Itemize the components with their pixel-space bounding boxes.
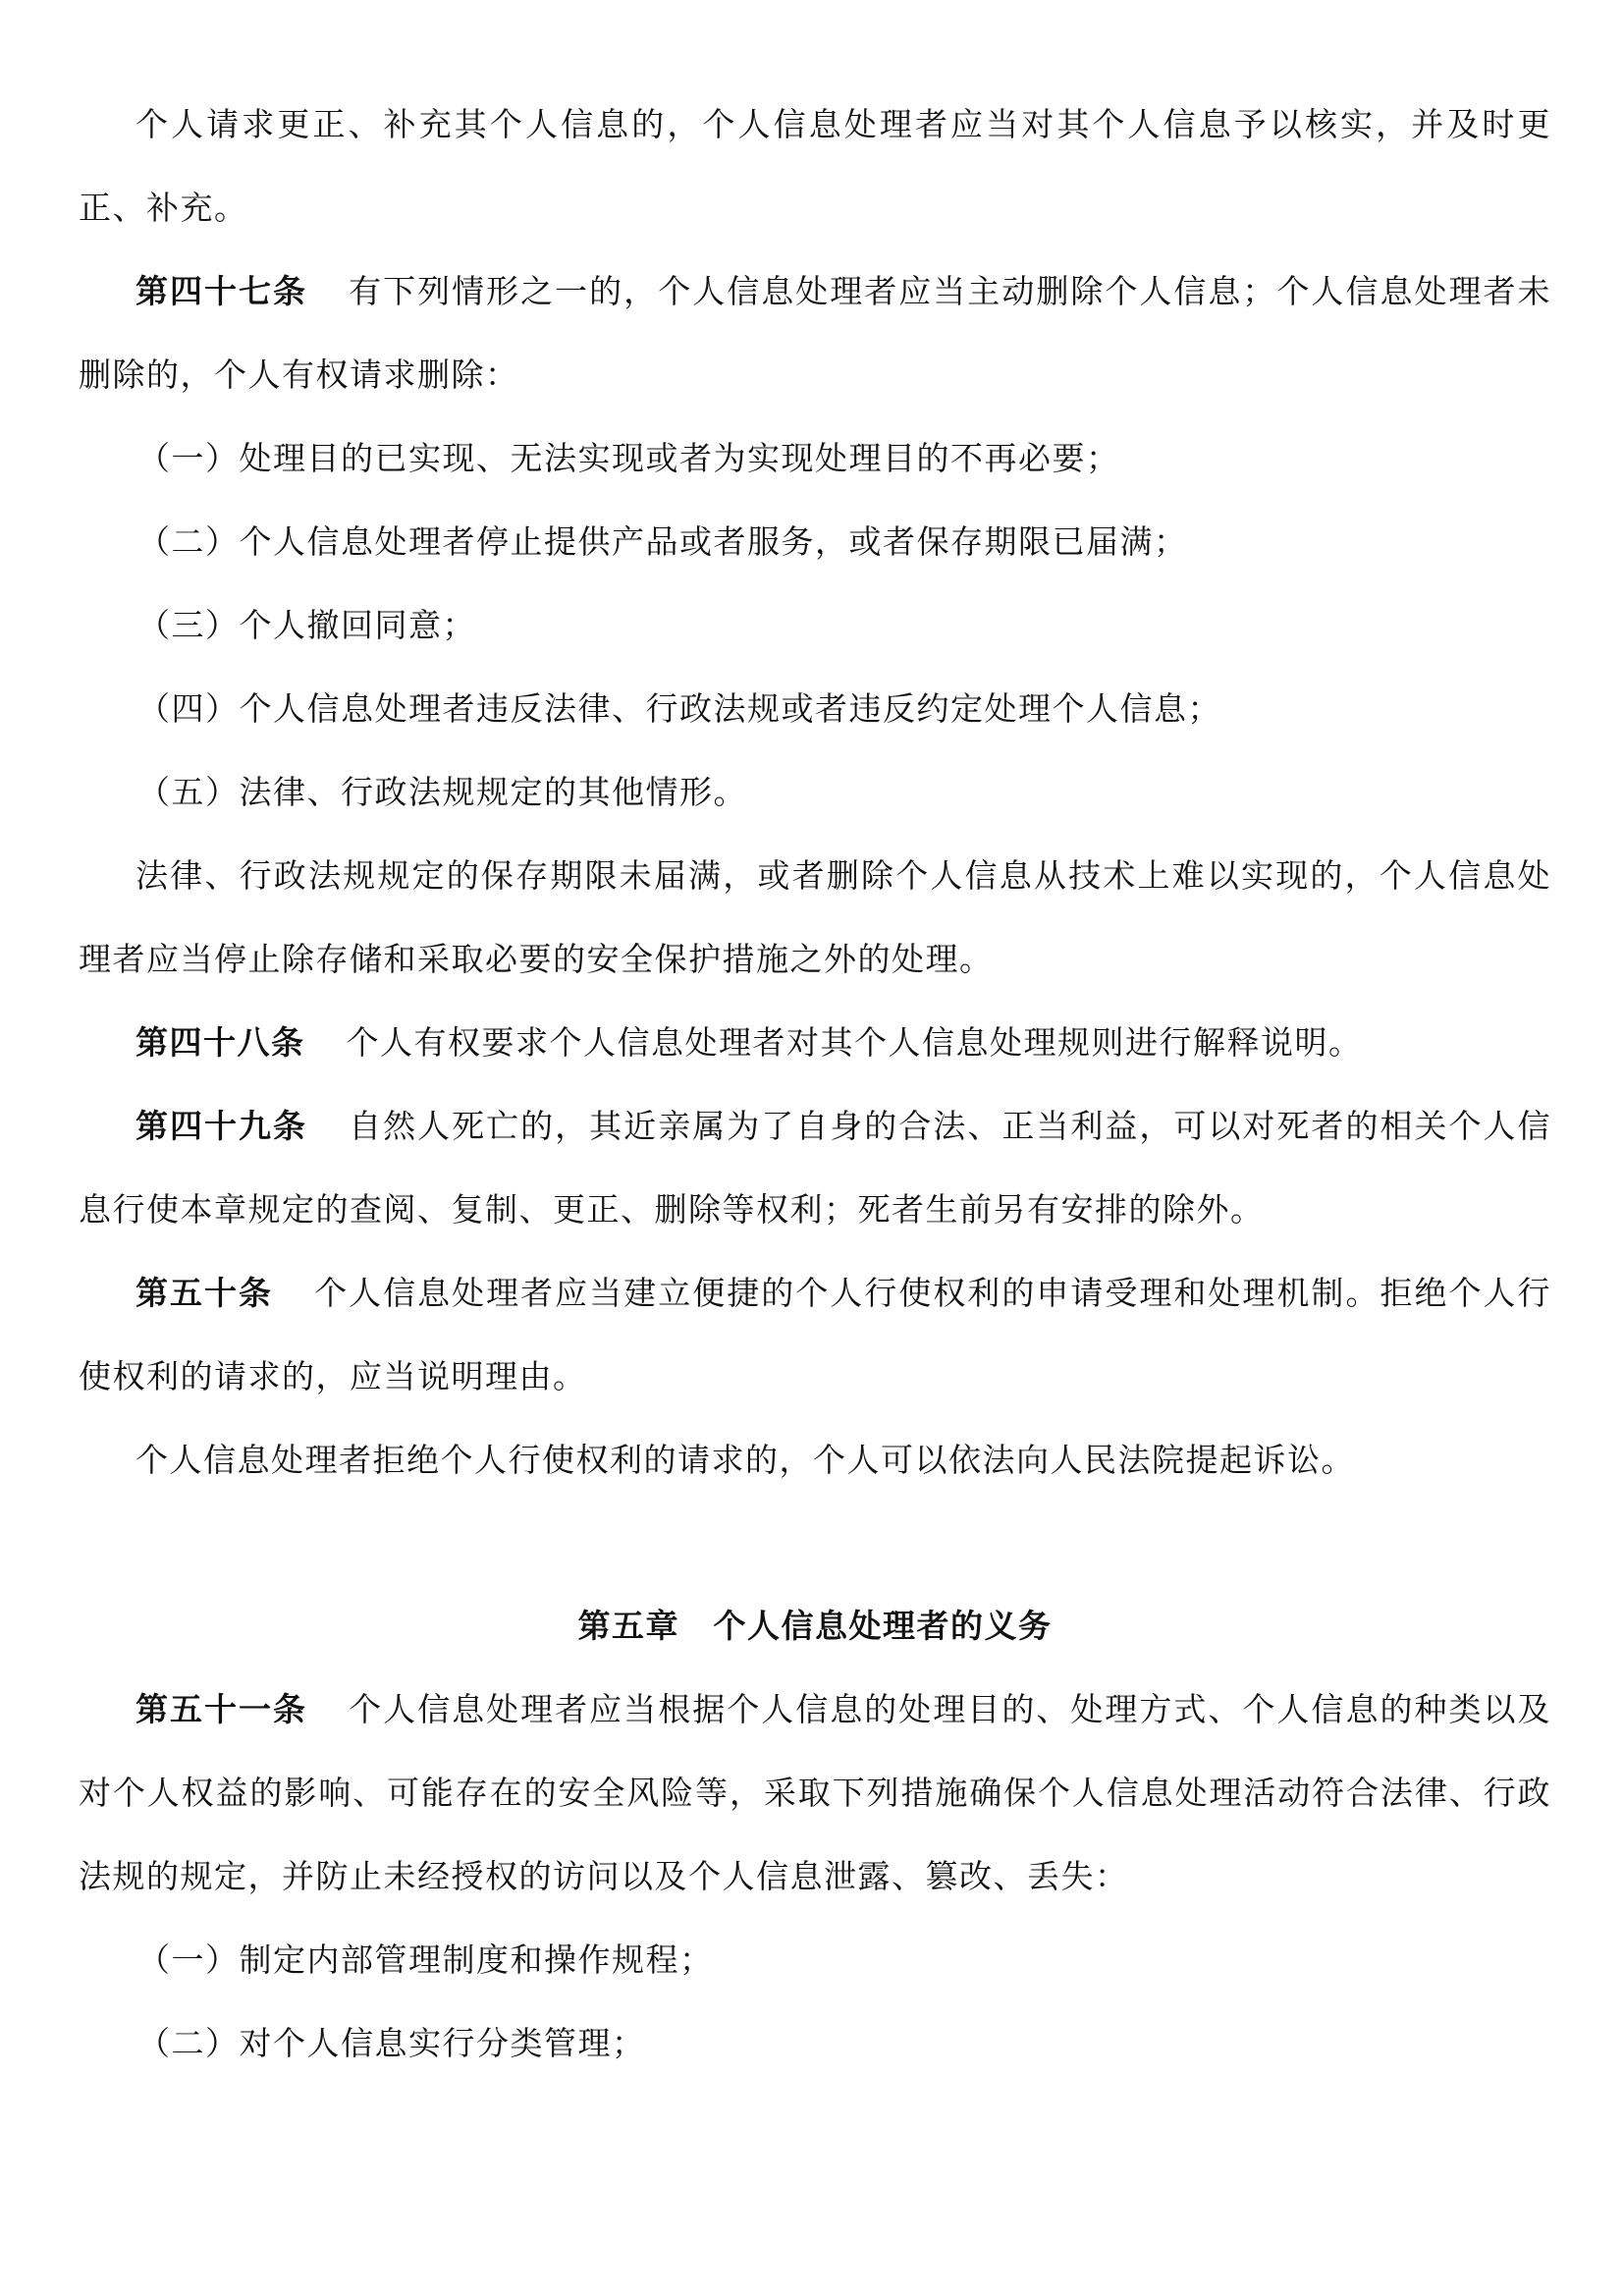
article-51-text: 个人信息处理者应当根据个人信息的处理目的、处理方式、个人信息的种类以及对个人权益的影响、可能存在的安全风险等，采取下列措施确保个人信息处理活动符合法律、行政法规的规定，并防止未经授权的访问以及个人信息泄露、篡改、丢失： — [79, 1690, 1552, 1895]
article-49-title: 第四十九条 — [135, 1107, 308, 1145]
document-page — [79, 82, 1551, 2085]
article-49 — [79, 1084, 1551, 1251]
article-47-title: 第四十七条 — [135, 272, 308, 310]
list-item: （五）法律、行政法规规定的其他情形。 — [137, 773, 747, 811]
article-50-title: 第五十条 — [135, 1274, 274, 1312]
chapter-heading: 第五章 个人信息处理者的义务 — [577, 1607, 1053, 1645]
paragraph-correction: 个人请求更正、补充其个人信息的，个人信息处理者应当对其个人信息予以核实，并及时更正、补充。 — [79, 105, 1551, 227]
list-item: （二）对个人信息实行分类管理； — [137, 2024, 646, 2062]
article-48-text: 个人有权要求个人信息处理者对其个人信息处理规则进行解释说明。 — [346, 1023, 1363, 1062]
article-48 — [79, 1001, 1551, 1084]
article-47 — [79, 249, 1551, 416]
article-50 — [79, 1251, 1551, 1418]
article-51-title: 第五十一条 — [135, 1690, 308, 1728]
article-50-text: 个人信息处理者应当建立便捷的个人行使权利的申请受理和处理机制。拒绝个人行使权利的请求的，应当说明理由。 — [79, 1274, 1552, 1395]
article-48-title: 第四十八条 — [135, 1023, 305, 1062]
list-item: （四）个人信息处理者违反法律、行政法规或者违反约定处理个人信息； — [137, 689, 1221, 728]
article-47-paragraph-2: 法律、行政法规规定的保存期限未届满，或者删除个人信息从技术上难以实现的，个人信息处理者应当停止除存储和采取必要的安全保护措施之外的处理。 — [79, 856, 1551, 978]
article-50-paragraph-2: 个人信息处理者拒绝个人行使权利的请求的，个人可以依法向人民法院提起诉讼。 — [135, 1441, 1355, 1479]
article-49-text: 自然人死亡的，其近亲属为了自身的合法、正当利益，可以对死者的相关个人信息行使本章规定的查阅、复制、更正、删除等权利；死者生前另有安排的除外。 — [79, 1107, 1552, 1229]
section-gap — [79, 1502, 1551, 1584]
article-47-text: 有下列情形之一的，个人信息处理者应当主动删除个人信息；个人信息处理者未删除的，个人有权请求删除： — [79, 272, 1552, 394]
list-item: （二）个人信息处理者停止提供产品或者服务，或者保存期限已届满； — [137, 522, 1188, 561]
article-51 — [79, 1667, 1551, 1918]
list-item: （一）制定内部管理制度和操作规程； — [137, 1941, 714, 1979]
list-item: （三）个人撤回同意； — [137, 606, 476, 644]
list-item: （一）处理目的已实现、无法实现或者为实现处理目的不再必要； — [137, 439, 1120, 477]
